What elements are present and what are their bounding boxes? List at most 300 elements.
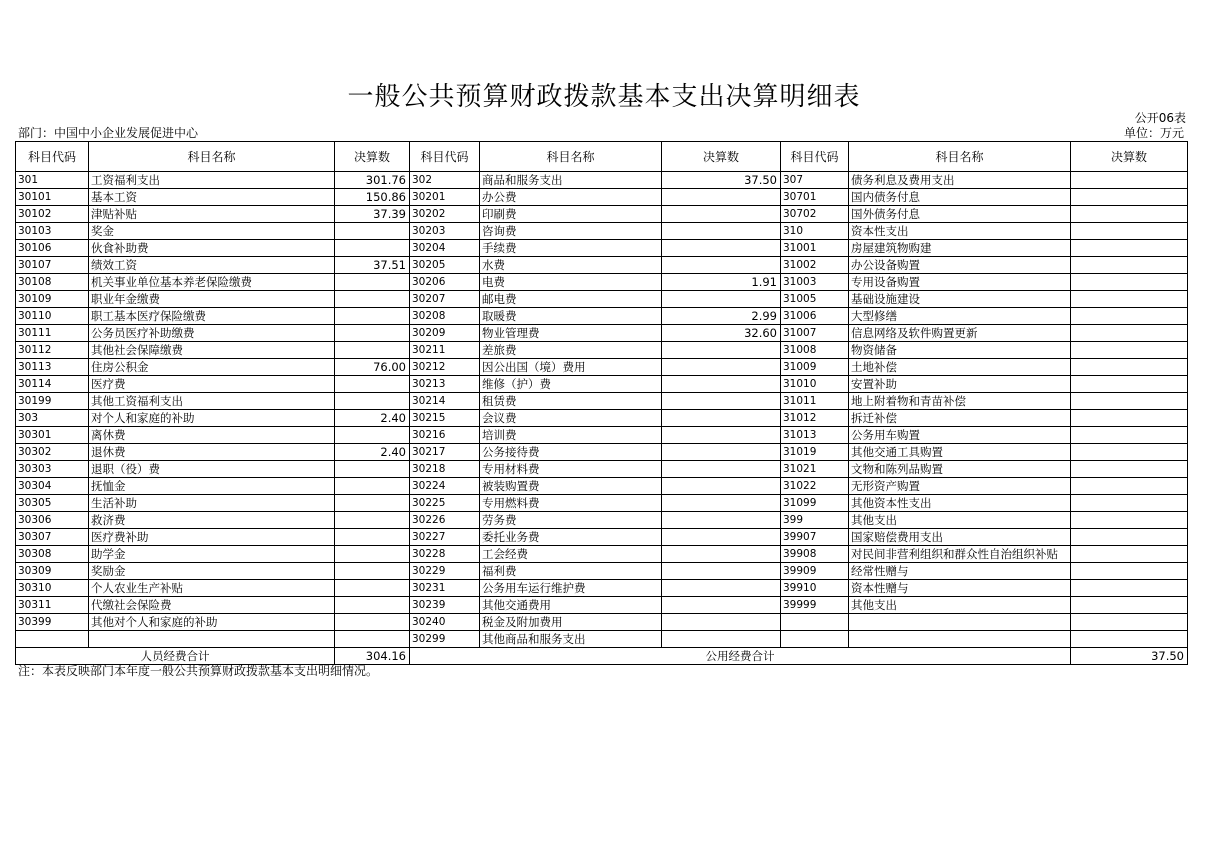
cell-name-1: 伙食补助费 — [89, 240, 335, 257]
cell-amount-1 — [335, 342, 410, 359]
cell-code-3 — [781, 631, 849, 648]
cell-name-2: 办公费 — [480, 189, 662, 206]
cell-amount-2 — [662, 614, 781, 631]
cell-name-1: 抚恤金 — [89, 478, 335, 495]
cell-code-3: 31011 — [781, 393, 849, 410]
cell-name-2: 其他交通费用 — [480, 597, 662, 614]
cell-amount-3 — [1071, 495, 1188, 512]
cell-amount-3 — [1071, 291, 1188, 308]
cell-code-1: 30110 — [16, 308, 89, 325]
cell-name-2: 劳务费 — [480, 512, 662, 529]
cell-amount-3 — [1071, 376, 1188, 393]
cell-code-1: 30304 — [16, 478, 89, 495]
cell-amount-2 — [662, 529, 781, 546]
cell-amount-2 — [662, 495, 781, 512]
header-name-1: 科目名称 — [89, 142, 335, 172]
cell-code-3: 31013 — [781, 427, 849, 444]
table-row — [16, 478, 1188, 495]
cell-code-2: 30202 — [410, 206, 480, 223]
header-amount-2: 决算数 — [662, 142, 781, 172]
expenditure-table — [15, 141, 1188, 665]
cell-amount-1: 76.00 — [335, 359, 410, 376]
cell-amount-1 — [335, 461, 410, 478]
cell-name-1: 离休费 — [89, 427, 335, 444]
cell-code-2: 30216 — [410, 427, 480, 444]
cell-name-2: 维修（护）费 — [480, 376, 662, 393]
cell-code-1: 30106 — [16, 240, 89, 257]
table-row — [16, 291, 1188, 308]
cell-name-3: 土地补偿 — [849, 359, 1071, 376]
cell-name-3 — [849, 614, 1071, 631]
cell-name-2: 水费 — [480, 257, 662, 274]
cell-code-3: 31006 — [781, 308, 849, 325]
cell-code-3: 31007 — [781, 325, 849, 342]
cell-name-2: 电费 — [480, 274, 662, 291]
cell-name-1: 奖励金 — [89, 563, 335, 580]
cell-name-1: 生活补助 — [89, 495, 335, 512]
table-row — [16, 580, 1188, 597]
cell-code-1: 30308 — [16, 546, 89, 563]
cell-name-1: 代缴社会保险费 — [89, 597, 335, 614]
cell-amount-3 — [1071, 325, 1188, 342]
cell-code-2: 30214 — [410, 393, 480, 410]
cell-amount-1 — [335, 631, 410, 648]
cell-code-1: 30306 — [16, 512, 89, 529]
cell-code-2: 30211 — [410, 342, 480, 359]
cell-amount-2: 2.99 — [662, 308, 781, 325]
table-row — [16, 529, 1188, 546]
header-amount-1: 决算数 — [335, 142, 410, 172]
page-title: 一般公共预算财政拨款基本支出决算明细表 — [347, 82, 861, 112]
cell-name-3: 信息网络及软件购置更新 — [849, 325, 1071, 342]
cell-amount-3 — [1071, 478, 1188, 495]
cell-code-2: 30229 — [410, 563, 480, 580]
cell-name-1: 退休费 — [89, 444, 335, 461]
cell-name-2: 被装购置费 — [480, 478, 662, 495]
table-row — [16, 189, 1188, 206]
cell-code-1: 30399 — [16, 614, 89, 631]
table-row — [16, 274, 1188, 291]
cell-name-3: 其他支出 — [849, 512, 1071, 529]
cell-code-2: 30203 — [410, 223, 480, 240]
cell-code-3: 39910 — [781, 580, 849, 597]
cell-amount-3 — [1071, 631, 1188, 648]
cell-name-1: 住房公积金 — [89, 359, 335, 376]
header-row — [16, 142, 1188, 172]
cell-code-3: 310 — [781, 223, 849, 240]
cell-amount-3 — [1071, 444, 1188, 461]
cell-amount-2: 1.91 — [662, 274, 781, 291]
cell-amount-1 — [335, 614, 410, 631]
department-label: 部门：中国中小企业发展促进中心 — [18, 126, 199, 140]
table-row — [16, 444, 1188, 461]
table-row — [16, 393, 1188, 410]
cell-name-3: 债务利息及费用支出 — [849, 172, 1071, 189]
cell-amount-2 — [662, 359, 781, 376]
cell-name-1: 助学金 — [89, 546, 335, 563]
cell-code-1: 30311 — [16, 597, 89, 614]
cell-name-1: 对个人和家庭的补助 — [89, 410, 335, 427]
cell-name-1: 个人农业生产补贴 — [89, 580, 335, 597]
cell-name-2: 取暖费 — [480, 308, 662, 325]
cell-name-3: 基础设施建设 — [849, 291, 1071, 308]
table-row — [16, 631, 1188, 648]
table-number-tag: 公开06表 — [1134, 111, 1186, 125]
cell-code-2: 30218 — [410, 461, 480, 478]
cell-code-1: 30309 — [16, 563, 89, 580]
table-row — [16, 597, 1188, 614]
header-code-2: 科目代码 — [410, 142, 480, 172]
cell-name-3: 其他交通工具购置 — [849, 444, 1071, 461]
cell-name-3: 国家赔偿费用支出 — [849, 529, 1071, 546]
cell-name-1: 机关事业单位基本养老保险缴费 — [89, 274, 335, 291]
header-code-1: 科目代码 — [16, 142, 89, 172]
cell-amount-2 — [662, 631, 781, 648]
cell-code-2: 30228 — [410, 546, 480, 563]
cell-amount-1 — [335, 512, 410, 529]
table-row — [16, 563, 1188, 580]
cell-code-2: 30299 — [410, 631, 480, 648]
cell-code-1 — [16, 631, 89, 648]
cell-amount-1: 2.40 — [335, 444, 410, 461]
cell-name-2: 因公出国（境）费用 — [480, 359, 662, 376]
cell-name-2: 商品和服务支出 — [480, 172, 662, 189]
cell-name-3: 房屋建筑物购建 — [849, 240, 1071, 257]
unit-label: 单位：万元 — [1123, 126, 1184, 140]
cell-name-3: 物资储备 — [849, 342, 1071, 359]
header-name-3: 科目名称 — [849, 142, 1071, 172]
cell-name-2: 专用燃料费 — [480, 495, 662, 512]
cell-amount-3 — [1071, 308, 1188, 325]
cell-code-2: 30239 — [410, 597, 480, 614]
cell-code-3: 39908 — [781, 546, 849, 563]
cell-amount-2 — [662, 563, 781, 580]
cell-code-2: 30231 — [410, 580, 480, 597]
cell-amount-1 — [335, 291, 410, 308]
cell-name-3: 经常性赠与 — [849, 563, 1071, 580]
cell-name-3: 办公设备购置 — [849, 257, 1071, 274]
cell-amount-3 — [1071, 427, 1188, 444]
table-row — [16, 206, 1188, 223]
cell-code-3: 39907 — [781, 529, 849, 546]
cell-amount-1: 150.86 — [335, 189, 410, 206]
cell-code-3: 31022 — [781, 478, 849, 495]
cell-code-2: 30227 — [410, 529, 480, 546]
cell-amount-3 — [1071, 172, 1188, 189]
header-name-2: 科目名称 — [480, 142, 662, 172]
cell-name-3: 大型修缮 — [849, 308, 1071, 325]
cell-amount-2 — [662, 291, 781, 308]
cell-name-3: 公务用车购置 — [849, 427, 1071, 444]
cell-amount-3 — [1071, 580, 1188, 597]
cell-name-2: 咨询费 — [480, 223, 662, 240]
cell-code-3: 307 — [781, 172, 849, 189]
cell-name-2: 差旅费 — [480, 342, 662, 359]
cell-amount-3 — [1071, 546, 1188, 563]
table-row — [16, 427, 1188, 444]
cell-name-3: 地上附着物和青苗补偿 — [849, 393, 1071, 410]
cell-amount-2 — [662, 512, 781, 529]
cell-amount-1 — [335, 597, 410, 614]
cell-name-1: 其他对个人和家庭的补助 — [89, 614, 335, 631]
cell-name-2: 租赁费 — [480, 393, 662, 410]
table-row — [16, 172, 1188, 189]
cell-name-1: 职工基本医疗保险缴费 — [89, 308, 335, 325]
cell-amount-2: 32.60 — [662, 325, 781, 342]
cell-code-3: 31005 — [781, 291, 849, 308]
cell-code-3: 31010 — [781, 376, 849, 393]
table-row — [16, 376, 1188, 393]
table-row — [16, 495, 1188, 512]
cell-name-2: 物业管理费 — [480, 325, 662, 342]
cell-name-2: 福利费 — [480, 563, 662, 580]
cell-name-3: 国内债务付息 — [849, 189, 1071, 206]
cell-amount-1 — [335, 495, 410, 512]
cell-code-2: 30225 — [410, 495, 480, 512]
cell-amount-1: 37.51 — [335, 257, 410, 274]
cell-code-2: 30212 — [410, 359, 480, 376]
cell-code-1: 30102 — [16, 206, 89, 223]
cell-code-2: 30204 — [410, 240, 480, 257]
cell-code-3: 31001 — [781, 240, 849, 257]
cell-code-3: 399 — [781, 512, 849, 529]
cell-code-2: 30207 — [410, 291, 480, 308]
cell-amount-1: 2.40 — [335, 410, 410, 427]
cell-code-2: 30201 — [410, 189, 480, 206]
cell-name-2: 会议费 — [480, 410, 662, 427]
cell-name-2: 专用材料费 — [480, 461, 662, 478]
footnote: 注：本表反映部门本年度一般公共预算财政拨款基本支出明细情况。 — [18, 664, 379, 678]
header-code-3: 科目代码 — [781, 142, 849, 172]
cell-amount-2 — [662, 240, 781, 257]
cell-code-1: 30108 — [16, 274, 89, 291]
cell-code-2: 30213 — [410, 376, 480, 393]
cell-code-1: 30109 — [16, 291, 89, 308]
cell-code-1: 30112 — [16, 342, 89, 359]
cell-name-1: 津贴补贴 — [89, 206, 335, 223]
cell-code-1: 30305 — [16, 495, 89, 512]
cell-code-3: 30702 — [781, 206, 849, 223]
cell-code-1: 301 — [16, 172, 89, 189]
cell-code-3: 31003 — [781, 274, 849, 291]
cell-name-3: 国外债务付息 — [849, 206, 1071, 223]
cell-name-3 — [849, 631, 1071, 648]
cell-amount-3 — [1071, 223, 1188, 240]
table-row — [16, 342, 1188, 359]
cell-code-2: 302 — [410, 172, 480, 189]
cell-name-2: 其他商品和服务支出 — [480, 631, 662, 648]
cell-amount-2 — [662, 546, 781, 563]
cell-amount-3 — [1071, 461, 1188, 478]
cell-amount-1: 301.76 — [335, 172, 410, 189]
cell-name-2: 工会经费 — [480, 546, 662, 563]
cell-name-1: 其他社会保障缴费 — [89, 342, 335, 359]
table-row — [16, 325, 1188, 342]
cell-amount-3 — [1071, 274, 1188, 291]
cell-name-2: 税金及附加费用 — [480, 614, 662, 631]
cell-code-1: 30113 — [16, 359, 89, 376]
table-row — [16, 257, 1188, 274]
cell-name-1: 其他工资福利支出 — [89, 393, 335, 410]
cell-amount-3 — [1071, 359, 1188, 376]
cell-code-1: 30107 — [16, 257, 89, 274]
cell-name-2: 印刷费 — [480, 206, 662, 223]
cell-amount-3 — [1071, 393, 1188, 410]
cell-name-2: 公务接待费 — [480, 444, 662, 461]
cell-amount-1 — [335, 580, 410, 597]
cell-name-1 — [89, 631, 335, 648]
cell-amount-3 — [1071, 512, 1188, 529]
header-amount-3: 决算数 — [1071, 142, 1188, 172]
cell-code-3: 30701 — [781, 189, 849, 206]
cell-amount-3 — [1071, 597, 1188, 614]
table-row — [16, 240, 1188, 257]
public-total-value: 37.50 — [1071, 648, 1188, 665]
cell-amount-3 — [1071, 563, 1188, 580]
cell-code-2: 30209 — [410, 325, 480, 342]
cell-amount-1 — [335, 563, 410, 580]
cell-amount-3 — [1071, 206, 1188, 223]
cell-code-1: 30310 — [16, 580, 89, 597]
cell-code-2: 30240 — [410, 614, 480, 631]
cell-code-1: 30303 — [16, 461, 89, 478]
cell-name-3: 文物和陈列品购置 — [849, 461, 1071, 478]
cell-code-3: 39999 — [781, 597, 849, 614]
table-row — [16, 359, 1188, 376]
cell-amount-1 — [335, 393, 410, 410]
cell-code-1: 30302 — [16, 444, 89, 461]
cell-code-3: 31021 — [781, 461, 849, 478]
cell-name-1: 退职（役）费 — [89, 461, 335, 478]
cell-name-3: 专用设备购置 — [849, 274, 1071, 291]
cell-amount-2 — [662, 342, 781, 359]
cell-code-1: 30114 — [16, 376, 89, 393]
cell-amount-1 — [335, 274, 410, 291]
cell-amount-1 — [335, 546, 410, 563]
cell-code-2: 30206 — [410, 274, 480, 291]
cell-name-1: 公务员医疗补助缴费 — [89, 325, 335, 342]
table-row — [16, 546, 1188, 563]
personnel-total-value: 304.16 — [335, 648, 410, 665]
cell-amount-2: 37.50 — [662, 172, 781, 189]
cell-amount-1 — [335, 529, 410, 546]
cell-code-1: 30101 — [16, 189, 89, 206]
cell-name-3: 其他资本性支出 — [849, 495, 1071, 512]
cell-code-1: 30111 — [16, 325, 89, 342]
cell-name-2: 邮电费 — [480, 291, 662, 308]
cell-code-3: 31002 — [781, 257, 849, 274]
cell-amount-2 — [662, 580, 781, 597]
cell-name-3: 拆迁补偿 — [849, 410, 1071, 427]
cell-amount-2 — [662, 393, 781, 410]
cell-code-1: 303 — [16, 410, 89, 427]
cell-amount-1 — [335, 308, 410, 325]
cell-amount-2 — [662, 461, 781, 478]
table-row — [16, 614, 1188, 631]
cell-amount-2 — [662, 223, 781, 240]
cell-amount-2 — [662, 427, 781, 444]
cell-code-3: 31099 — [781, 495, 849, 512]
cell-code-3: 31019 — [781, 444, 849, 461]
cell-amount-2 — [662, 444, 781, 461]
cell-name-1: 医疗费 — [89, 376, 335, 393]
cell-name-2: 培训费 — [480, 427, 662, 444]
cell-name-2: 手续费 — [480, 240, 662, 257]
table-row — [16, 512, 1188, 529]
cell-code-1: 30307 — [16, 529, 89, 546]
cell-amount-3 — [1071, 614, 1188, 631]
cell-name-1: 绩效工资 — [89, 257, 335, 274]
cell-code-2: 30208 — [410, 308, 480, 325]
cell-amount-2 — [662, 206, 781, 223]
cell-amount-2 — [662, 376, 781, 393]
cell-code-3: 31009 — [781, 359, 849, 376]
cell-code-2: 30217 — [410, 444, 480, 461]
cell-amount-2 — [662, 410, 781, 427]
cell-code-1: 30301 — [16, 427, 89, 444]
cell-amount-3 — [1071, 410, 1188, 427]
table-row — [16, 308, 1188, 325]
cell-code-2: 30215 — [410, 410, 480, 427]
cell-name-1: 基本工资 — [89, 189, 335, 206]
cell-amount-1 — [335, 325, 410, 342]
cell-amount-3 — [1071, 342, 1188, 359]
cell-name-2: 公务用车运行维护费 — [480, 580, 662, 597]
cell-code-2: 30224 — [410, 478, 480, 495]
cell-amount-3 — [1071, 257, 1188, 274]
cell-name-2: 委托业务费 — [480, 529, 662, 546]
cell-amount-1 — [335, 240, 410, 257]
cell-code-2: 30226 — [410, 512, 480, 529]
cell-code-3: 31008 — [781, 342, 849, 359]
cell-name-1: 医疗费补助 — [89, 529, 335, 546]
cell-amount-1: 37.39 — [335, 206, 410, 223]
cell-code-2: 30205 — [410, 257, 480, 274]
cell-amount-1 — [335, 376, 410, 393]
cell-name-3: 其他支出 — [849, 597, 1071, 614]
cell-amount-1 — [335, 223, 410, 240]
cell-name-3: 无形资产购置 — [849, 478, 1071, 495]
cell-amount-3 — [1071, 240, 1188, 257]
cell-amount-1 — [335, 478, 410, 495]
cell-code-1: 30199 — [16, 393, 89, 410]
cell-code-3: 31012 — [781, 410, 849, 427]
table-row — [16, 461, 1188, 478]
cell-name-3: 安置补助 — [849, 376, 1071, 393]
cell-amount-2 — [662, 189, 781, 206]
cell-name-1: 救济费 — [89, 512, 335, 529]
cell-name-1: 奖金 — [89, 223, 335, 240]
cell-code-3 — [781, 614, 849, 631]
public-total-label: 公用经费合计 — [410, 648, 1071, 665]
cell-name-3: 对民间非营利组织和群众性自治组织补贴 — [849, 546, 1071, 563]
table-row — [16, 223, 1188, 240]
cell-code-1: 30103 — [16, 223, 89, 240]
cell-amount-1 — [335, 427, 410, 444]
cell-amount-2 — [662, 597, 781, 614]
cell-name-1: 工资福利支出 — [89, 172, 335, 189]
cell-name-3: 资本性支出 — [849, 223, 1071, 240]
cell-amount-3 — [1071, 189, 1188, 206]
personnel-total-label: 人员经费合计 — [16, 648, 335, 665]
cell-amount-2 — [662, 257, 781, 274]
cell-amount-2 — [662, 478, 781, 495]
cell-code-3: 39909 — [781, 563, 849, 580]
cell-name-3: 资本性赠与 — [849, 580, 1071, 597]
cell-name-1: 职业年金缴费 — [89, 291, 335, 308]
table-row — [16, 410, 1188, 427]
cell-amount-3 — [1071, 529, 1188, 546]
